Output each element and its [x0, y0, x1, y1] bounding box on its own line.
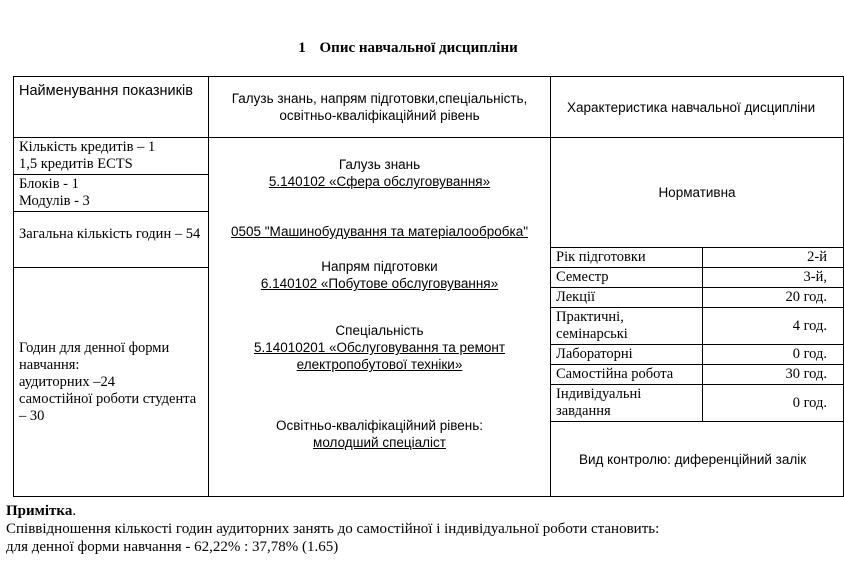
header-indicators: Найменування показників: [14, 77, 209, 138]
note-line2: для денної форми навчання - 62,22% : 37,78% (1.65): [6, 539, 339, 555]
total-hours-cell: Загальна кількість годин – 54: [14, 212, 209, 268]
row-label-semester: Семестр: [551, 268, 703, 288]
section-title: [0, 40, 816, 57]
note-heading: Примітка: [6, 503, 73, 519]
row-label-labs: Лабораторні: [551, 345, 703, 365]
level-label: Освітньо-кваліфікаційний рівень:: [275, 418, 484, 433]
auditory-hours: аудиторних –24: [19, 373, 115, 390]
field-cell: [209, 138, 551, 497]
field-value: 5.140102 «Сфера обслуговування»: [268, 174, 491, 189]
credits-line2: 1,5 кредитів ECTS: [19, 156, 133, 172]
header-field: Галузь знань, напрям підготовки,спеціальність, освітньо-кваліфікаційний рівень: [209, 77, 551, 138]
direction-label: Напрям підготовки: [321, 259, 438, 274]
note-line1: Співвідношення кількості годин аудиторних занять до самостійної і індивідуальної роботи становить:: [6, 521, 660, 537]
day-form-label: Годин для денної форми навчання:: [19, 339, 170, 373]
direction-value: 6.140102 «Побутове обслуговування»: [260, 276, 499, 291]
field2-value: 0505 "Машинобудування та матеріалообробка": [230, 224, 529, 239]
section-number: 1: [298, 40, 306, 56]
modules-count: Модулів - 3: [19, 193, 90, 209]
level-value: молодший спеціаліст: [313, 435, 446, 450]
row-value-lectures: 20 год.: [703, 288, 844, 308]
blocks-count: Блоків - 1: [19, 176, 79, 192]
row-label-individual: Індивідуальні завдання: [551, 385, 703, 422]
control-type: Вид контролю: диференційний залік: [551, 422, 844, 497]
specialty-label: Спеціальність: [335, 323, 424, 338]
section-title-text: Опис навчальної дисципліни: [319, 40, 518, 56]
row-value-self-work: 30 год.: [703, 365, 844, 385]
day-form-cell: [14, 268, 209, 497]
row-value-year: 2-й: [703, 248, 844, 268]
row-label-year: Рік підготовки: [551, 248, 703, 268]
row-value-practical: 4 год.: [703, 308, 844, 345]
header-characteristics: Характеристика навчальної дисципліни: [551, 77, 844, 138]
self-work-hours: самостійної роботи студента – 30: [19, 390, 197, 424]
blocks-modules-cell: [14, 175, 209, 212]
row-label-lectures: Лекції: [551, 288, 703, 308]
note-block: Примітка. Співвідношення кількості годин аудиторних занять до самостійної і індивідуальної роботи становить: для денної форми навчання - 62,22% : 37,78% (1.65): [6, 503, 660, 555]
field-label: Галузь знань: [338, 157, 421, 172]
credits-line1: Кількість кредитів – 1: [19, 139, 156, 155]
row-value-individual: 0 год.: [703, 385, 844, 422]
credits-cell: [14, 138, 209, 175]
row-value-labs: 0 год.: [703, 345, 844, 365]
course-description-table: [13, 76, 844, 497]
row-value-semester: 3-й,: [703, 268, 844, 288]
specialty-value: 5.14010201 «Обслуговування та ремонт електропобутової техніки»: [253, 340, 506, 372]
course-type: Нормативна: [551, 138, 844, 248]
row-label-practical: Практичні, семінарські: [551, 308, 703, 345]
row-label-self-work: Самостійна робота: [551, 365, 703, 385]
